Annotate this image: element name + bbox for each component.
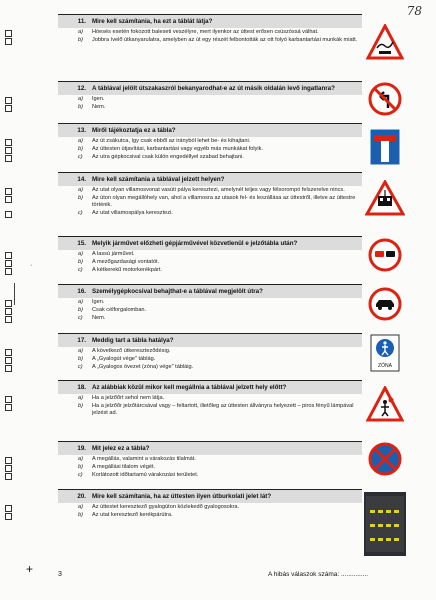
answer-text: A „Gyalogos övezet (zóna) vége" tábláig. xyxy=(92,364,194,370)
answer-option xyxy=(58,267,362,274)
answer-text: Hóesés esetén fokozott baleseti veszélyre, mert ilyenkor az úttest erősen csúszóssá válhat. xyxy=(92,29,319,35)
answer-option xyxy=(58,456,362,463)
answer-option xyxy=(58,348,362,355)
answer-letter: b) xyxy=(78,512,83,518)
answer-text: Az utat keresztező kerékpárútra. xyxy=(92,512,173,518)
question-header xyxy=(58,381,362,394)
answer-letter: b) xyxy=(78,37,83,43)
answer-checkbox[interactable] xyxy=(5,30,12,37)
question-text: Mire kell számítania, ha az úttesten ilyen útburkolati jelet lát? xyxy=(92,493,272,500)
answer-text: A megállás, valamint a várakozás tilalmát. xyxy=(92,456,196,462)
question-header xyxy=(58,124,362,137)
answer-option xyxy=(58,504,362,511)
answer-checkbox[interactable] xyxy=(5,188,12,195)
answer-letter: c) xyxy=(78,472,83,478)
answer-option xyxy=(58,104,362,111)
answer-option xyxy=(58,251,362,258)
answer-letter: c) xyxy=(78,315,83,321)
answer-checkbox[interactable] xyxy=(5,457,12,464)
question-text: A táblával jelölt útszakaszról bekanyarodhat-e az út másik oldalán levő ingatlanra? xyxy=(92,85,335,92)
answer-checkbox[interactable] xyxy=(5,349,12,356)
question-12 xyxy=(58,81,362,111)
answer-text: Csak célforgalomban. xyxy=(92,307,147,313)
answer-option xyxy=(58,187,362,194)
question-text: Mire kell számítania a táblával jelzett helyen? xyxy=(92,176,225,183)
answer-text: Ha a jelzőőr jelzőtárcsával vagy – feltartott, illetőleg az úttesten állványra helyezett – piros fényű lámpával jelzést ad. xyxy=(92,403,354,416)
question-text: Mire kell számítania, ha ezt a táblát látja? xyxy=(92,18,213,25)
question-text: Személygépkocsival behajthat-e a táblával megjelölt útra? xyxy=(92,288,263,295)
answer-checkbox[interactable] xyxy=(5,365,12,372)
answer-checkbox[interactable] xyxy=(5,513,12,520)
question-number: 11. xyxy=(77,18,86,25)
answer-option xyxy=(58,195,362,209)
pedestrian-zone-sign-icon xyxy=(370,334,400,372)
answer-letter: b) xyxy=(78,403,83,409)
question-number: 19. xyxy=(77,445,86,452)
answer-letter: a) xyxy=(78,299,83,305)
answer-letter: a) xyxy=(78,348,83,354)
answer-checkbox[interactable] xyxy=(5,465,12,472)
margin-dot: · xyxy=(30,262,33,269)
question-number: 16. xyxy=(77,288,86,295)
answer-checkbox[interactable] xyxy=(5,155,12,162)
question-number: 14. xyxy=(77,176,86,183)
answer-text: Az utat villamospálya keresztezi. xyxy=(92,210,173,216)
answer-letter: b) xyxy=(78,464,83,470)
question-20 xyxy=(58,489,362,519)
answer-letter: a) xyxy=(78,187,83,193)
answer-checkbox[interactable] xyxy=(5,396,12,403)
question-number: 15. xyxy=(77,240,86,247)
answer-text: Az út zsákutca, így csak ebből az irányból lehet be- és kihajtani. xyxy=(92,138,251,144)
question-header xyxy=(58,15,362,28)
answer-text: A lassú járművet. xyxy=(92,251,135,257)
wrong-answers-label: A hibás válaszok száma: ............... xyxy=(268,571,369,578)
answer-text: Igen. xyxy=(92,299,105,305)
answer-text: Ha a jelzőőrt sehol nem látja. xyxy=(92,395,165,401)
question-header xyxy=(58,173,362,186)
question-16 xyxy=(58,284,362,322)
answer-text: Igen. xyxy=(92,96,105,102)
answer-a xyxy=(58,29,362,36)
answer-option xyxy=(58,472,362,479)
answer-letter: a) xyxy=(78,456,83,462)
answer-checkbox[interactable] xyxy=(5,260,12,267)
question-header xyxy=(58,237,362,250)
answer-text: Az úton olyan megállóhely van, ahol a villamosra az utasok fel- és leszállása az úttestről, illetve az úttestre történik. xyxy=(92,195,356,208)
answer-letter: b) xyxy=(78,356,83,362)
answer-letter: a) xyxy=(78,504,83,510)
margin-mark xyxy=(14,283,18,305)
answer-checkbox[interactable] xyxy=(5,308,12,315)
question-header xyxy=(58,82,362,95)
question-number: 12. xyxy=(77,85,86,92)
no-cars-sign-icon xyxy=(368,287,402,321)
no-overtaking-sign-icon xyxy=(368,238,402,272)
no-stopping-sign-icon xyxy=(368,442,402,476)
question-11 xyxy=(58,14,362,44)
question-header xyxy=(58,490,362,503)
answer-option xyxy=(58,299,362,306)
answer-letter: c) xyxy=(78,210,83,216)
question-text: Meddig tart a tábla hatálya? xyxy=(92,337,174,344)
answer-letter: c) xyxy=(78,364,83,370)
question-18 xyxy=(58,380,362,417)
page-number: 3 xyxy=(58,571,62,578)
answer-checkbox[interactable] xyxy=(5,316,12,323)
question-14 xyxy=(58,172,362,217)
answer-checkbox[interactable] xyxy=(5,97,12,104)
road-marking-image-icon xyxy=(364,492,406,556)
question-13 xyxy=(58,123,362,161)
answer-letter: b) xyxy=(78,307,83,313)
answer-checkbox[interactable] xyxy=(5,105,12,112)
answer-letter: c) xyxy=(78,267,83,273)
question-text: Az alábbiak közül mikor kell megállnia a táblával jelzett hely előtt? xyxy=(92,384,287,391)
answer-text: A „Gyalogút vége" táblág. xyxy=(92,356,156,362)
answer-option xyxy=(58,210,362,217)
slippery-snow-warning-sign-icon xyxy=(366,24,404,60)
answer-checkbox[interactable] xyxy=(5,404,12,411)
answer-checkbox[interactable] xyxy=(5,196,12,203)
answer-text: Nem. xyxy=(92,315,106,321)
answer-text: A következő útkereszteződésig. xyxy=(92,348,171,354)
question-text: Mit jelez ez a tábla? xyxy=(92,445,150,452)
answer-option xyxy=(58,138,362,145)
zona-label: ZÓNA xyxy=(378,363,392,369)
answer-checkbox[interactable] xyxy=(5,139,12,146)
answer-letter: a) xyxy=(78,251,83,257)
question-text: Miről tájékoztatja ez a tábla? xyxy=(92,127,176,134)
answer-text: Az utat olyan villamosvonat vasúti pálya keresztezi, amelynél teljes vagy félsorompó felszerelve nincs. xyxy=(92,187,345,193)
answer-checkbox[interactable] xyxy=(5,252,12,259)
answer-letter: a) xyxy=(78,29,83,35)
question-number: 20. xyxy=(77,493,86,500)
answer-checkbox[interactable] xyxy=(5,505,12,512)
question-17 xyxy=(58,333,362,371)
flagman-warning-sign-icon xyxy=(366,386,404,422)
handwritten-page-number: 78 xyxy=(406,4,422,18)
question-header xyxy=(58,285,362,298)
question-header xyxy=(58,334,362,347)
answer-option xyxy=(58,146,362,153)
answer-checkbox[interactable] xyxy=(5,268,12,275)
answer-checkbox[interactable] xyxy=(5,300,12,307)
answer-option xyxy=(58,307,362,314)
question-number: 18. xyxy=(77,384,86,391)
answer-text: Az úttestet keresztező gyalogúton közlekedő gyalogosokra. xyxy=(92,504,240,510)
answer-letter: a) xyxy=(78,96,83,102)
question-19 xyxy=(58,441,362,479)
answer-letter: a) xyxy=(78,138,83,144)
answer-option xyxy=(58,356,362,363)
answer-checkbox[interactable] xyxy=(5,147,12,154)
answer-option xyxy=(58,512,362,519)
answer-option xyxy=(58,259,362,266)
question-number: 13. xyxy=(77,127,86,134)
answer-option xyxy=(58,364,362,371)
answer-checkbox[interactable] xyxy=(5,357,12,364)
answer-letter: b) xyxy=(78,259,83,265)
tram-warning-sign-icon xyxy=(365,180,405,216)
answer-checkbox[interactable] xyxy=(5,211,12,218)
answer-text: Nem. xyxy=(92,104,106,110)
answer-text: A kétkerekű motorkerékpárt. xyxy=(92,267,162,273)
answer-letter: b) xyxy=(78,104,83,110)
question-text: Melyik járművet előzheti gépjárművével közvetlenül e jelzőtábla után? xyxy=(92,240,298,247)
crosshair-mark: + xyxy=(26,562,34,576)
answer-option xyxy=(58,395,362,402)
dead-end-sign-icon xyxy=(369,128,401,166)
answer-text: Jobbra ívelő útkanyarulatra, amelyben az út egy részét felbontották az ott folyó karbantartási munkák miatt. xyxy=(92,37,358,43)
question-number: 17. xyxy=(77,337,86,344)
answer-text: Az utra gépkocsival csak külön engedéllyel szabad behajtani. xyxy=(92,154,244,160)
answer-letter: b) xyxy=(78,195,83,201)
no-left-turn-sign-icon xyxy=(368,82,402,116)
answer-letter: b) xyxy=(78,146,83,152)
answer-letter: a) xyxy=(78,395,83,401)
question-header xyxy=(58,442,362,455)
answer-text: Korlátozott időtartamú várakozási területet. xyxy=(92,472,199,478)
answer-text: Az úttesten útjavítási, karbantartási vagy egyéb más munkákat folyik. xyxy=(92,146,264,152)
answer-letter: c) xyxy=(78,154,83,160)
answer-checkbox[interactable] xyxy=(5,473,12,480)
answer-option xyxy=(58,403,362,417)
answer-option xyxy=(58,315,362,322)
answer-option xyxy=(58,464,362,471)
answer-text: A megállási tilalom végét. xyxy=(92,464,156,470)
answer-option xyxy=(58,96,362,103)
answer-checkbox[interactable] xyxy=(5,38,12,45)
answer-b xyxy=(58,37,362,44)
answer-text: A mezőgazdasági vontatót. xyxy=(92,259,160,265)
answer-option xyxy=(58,154,362,161)
question-15 xyxy=(58,236,362,274)
